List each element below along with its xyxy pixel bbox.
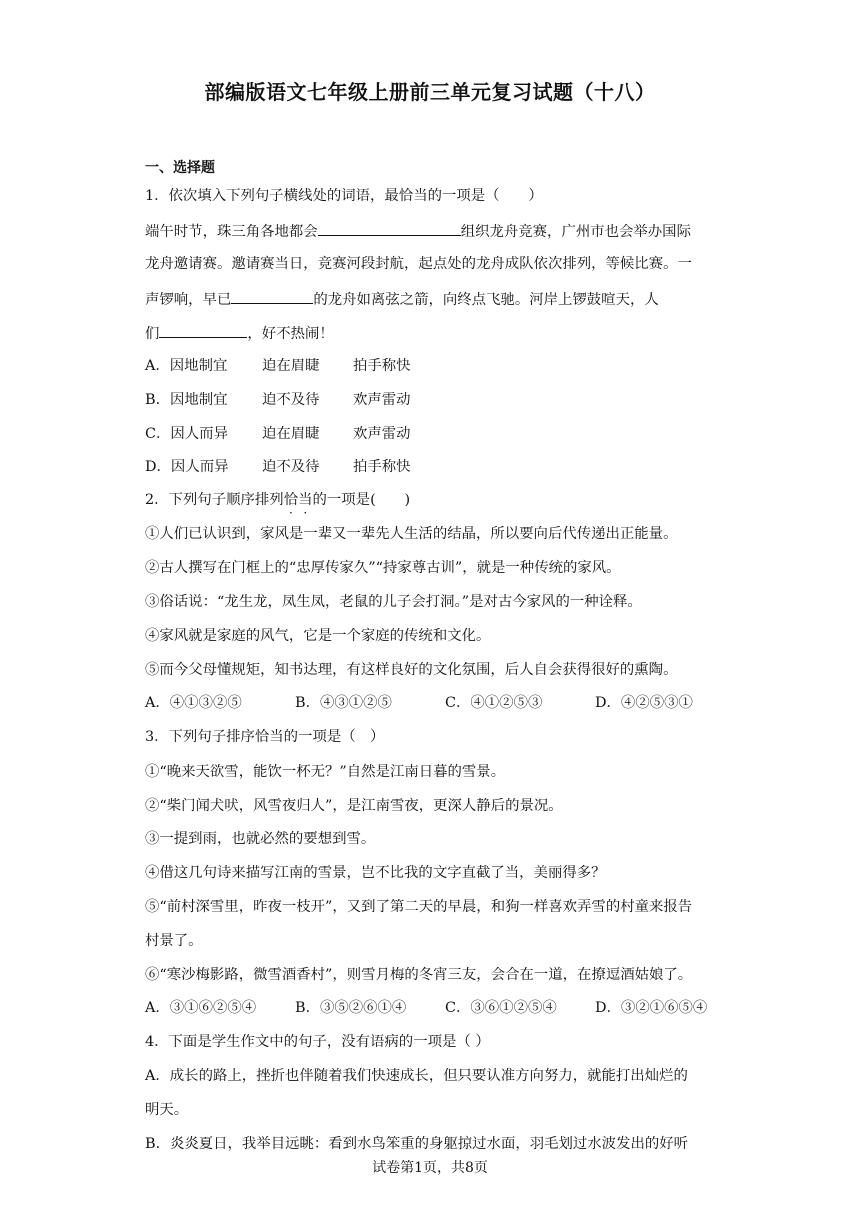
option-text: 迫在眉睫 — [262, 426, 320, 442]
question-3-stem: 3．下列句子排序恰当的一项是（ ） — [145, 729, 385, 745]
option-c[interactable]: C．④①②⑤③ — [445, 695, 543, 711]
option-text: A．因地制宜 — [145, 358, 228, 374]
question-2-sentence: ②古人撰写在门框上的“忠厚传家久”“持家尊古训”，就是一种传统的家风。 — [145, 560, 621, 576]
emphasis-char: 恰 — [283, 492, 299, 508]
blank-1 — [318, 220, 461, 236]
option-text: 迫在眉睫 — [262, 358, 320, 374]
blank-2 — [231, 288, 313, 304]
question-1-stem: 1．依次填入下列句子横线处的词语，最恰当的一项是（ ） — [145, 188, 543, 204]
question-1-option-b[interactable] — [145, 390, 411, 410]
section-heading: 一、选择题 — [145, 160, 215, 176]
question-1-option-a[interactable] — [145, 356, 411, 376]
option-b[interactable]: B．④③①②⑤ — [295, 695, 392, 711]
option-a[interactable]: A．④①③②⑤ — [145, 695, 242, 711]
passage-text: 端午时节，珠三角各地都会 — [145, 224, 318, 240]
question-2-options — [145, 693, 693, 713]
passage-text: ，好不热闹！ — [247, 326, 334, 342]
option-a[interactable]: A．③①⑥②⑤④ — [145, 1000, 257, 1016]
passage-text: 声锣响，早已 — [145, 292, 232, 308]
option-text: C．因人而异 — [145, 426, 228, 442]
passage-text: 组织龙舟竞赛，广州市也会举办国际 — [460, 224, 691, 240]
option-text: 拍手称快 — [353, 459, 411, 475]
passage-text: 的龙舟如离弦之箭，向终点飞驰。河岸上锣鼓喧天，人 — [313, 292, 659, 308]
option-text: D．因人而异 — [145, 459, 229, 475]
option-d[interactable]: D．④②⑤③① — [595, 695, 693, 711]
question-1-passage-line: 龙舟邀请赛。邀请赛当日，竞赛河段封航，起点处的龙舟成队依次排列，等候比赛。一 — [145, 256, 692, 272]
stem-text: 2．下列句子顺序排列 — [145, 492, 284, 508]
page-footer: 试卷第1页，共8页 — [372, 1160, 488, 1176]
question-1-option-c[interactable] — [145, 424, 411, 444]
question-1-passage-line — [145, 288, 659, 310]
question-4-stem: 4．下面是学生作文中的句子，没有语病的一项是（ ） — [145, 1034, 490, 1050]
page-title: 部编版语文七年级上册前三单元复习试题（十八） — [204, 80, 656, 104]
question-2-sentence: ④家风就是家庭的风气，它是一个家庭的传统和文化。 — [145, 628, 491, 644]
question-3-sentence: ①“晚来天欲雪，能饮一杯无？”自然是江南日暮的雪景。 — [145, 764, 506, 780]
question-3-sentence: ③一提到雨，也就必然的要想到雪。 — [145, 831, 376, 847]
option-c[interactable]: C．③⑥①②⑤④ — [445, 1000, 557, 1016]
question-1-passage-line — [145, 322, 334, 344]
option-b[interactable]: B．③⑤②⑥①④ — [295, 1000, 407, 1016]
passage-text: 们 — [145, 326, 160, 342]
question-2-stem — [145, 490, 410, 510]
option-text: 欢声雷动 — [353, 392, 411, 408]
question-4-option-a[interactable]: A．成长的路上，挫折也伴随着我们快速成长，但只要认准方向努力，就能打出灿烂的 — [145, 1068, 688, 1084]
option-text: 欢声雷动 — [353, 426, 411, 442]
question-2-sentence: ①人们已认识到，家风是一辈又一辈先人生活的结晶，所以要向后代传递出正能量。 — [145, 526, 678, 542]
question-3-options — [145, 998, 707, 1018]
question-3-sentence: ⑥“寒沙梅影路，微雪酒香村”，则雪月梅的冬宵三友，会合在一道，在撩逗酒姑娘了。 — [145, 967, 693, 983]
question-4-option-b[interactable]: B．炎炎夏日，我举目远眺：看到水鸟笨重的身躯掠过水面，羽毛划过水波发出的好听 — [145, 1136, 689, 1152]
question-1-passage-line — [145, 220, 691, 242]
question-4-option-a-cont: 明天。 — [145, 1102, 189, 1118]
question-3-sentence: ④借这几句诗来描写江南的雪景，岂不比我的文字直截了当，美丽得多？ — [145, 865, 606, 881]
emphasis-char: 当 — [298, 492, 313, 508]
option-d[interactable]: D．③②①⑥⑤④ — [595, 1000, 708, 1016]
option-text: 拍手称快 — [353, 358, 411, 374]
question-3-sentence: ⑤“前村深雪里，昨夜一枝开”，又到了第二天的早晨，和狗一样喜欢弄雪的村童来报告 — [145, 899, 693, 915]
question-2-sentence: ③俗话说：“龙生龙，凤生凤，老鼠的儿子会打洞。”是对古今家风的一种诠释。 — [145, 594, 642, 610]
option-text: 迫不及待 — [262, 459, 320, 475]
stem-text: 的一项是( ) — [312, 492, 411, 508]
blank-3 — [159, 322, 247, 338]
question-1-option-d[interactable] — [145, 457, 411, 477]
question-2-sentence: ⑤而今父母懂规矩，知书达理，有这样良好的文化氛围，后人自会获得很好的熏陶。 — [145, 662, 678, 678]
option-text: B．因地制宜 — [145, 392, 228, 408]
question-3-sentence: ②“柴门闻犬吠，风雪夜归人”，是江南雪夜，更深人静后的景况。 — [145, 798, 563, 814]
question-3-sentence: 村景了。 — [145, 933, 203, 949]
option-text: 迫不及待 — [262, 392, 320, 408]
